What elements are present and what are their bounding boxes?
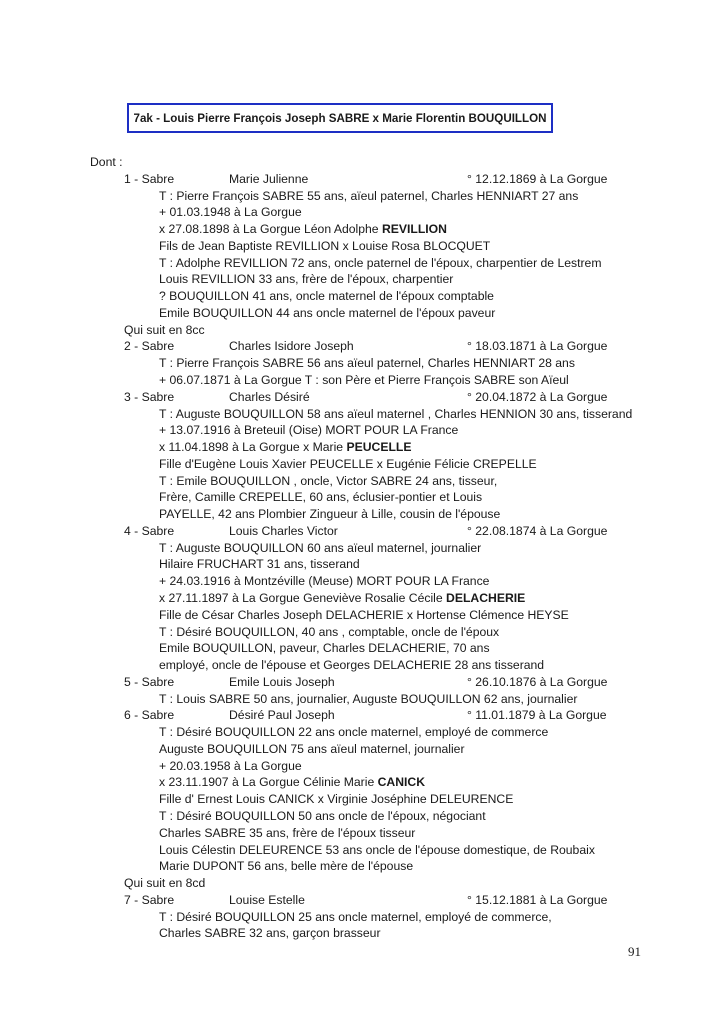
detail-line	[159, 573, 489, 589]
child-birth: ° 15.12.1881 à La Gorgue	[467, 892, 608, 907]
child-given-names: Marie Julienne	[229, 171, 309, 186]
surname-bold: REVILLION	[381, 222, 447, 237]
dont-label-text: Dont :	[90, 155, 123, 169]
detail-line-text: employé, oncle de l'épouse et Georges DELACHERIE 28 ans tisserand	[159, 658, 545, 673]
detail-line	[159, 925, 381, 941]
record-title: 7ak - Louis Pierre François Joseph SABRE x Marie Florentin BOUQUILLON	[127, 103, 553, 133]
detail-line	[159, 439, 411, 455]
follow-reference-text: Qui suit en 8cd	[124, 876, 206, 891]
detail-line	[159, 456, 537, 472]
detail-line	[159, 188, 578, 204]
child-entry	[0, 674, 724, 690]
child-number: 3 - Sabre	[124, 389, 175, 404]
child-entry	[0, 389, 724, 405]
detail-line	[159, 842, 595, 858]
detail-line-text: Louis Célestin DELEURENCE 53 ans oncle de l'épouse domestique, de Roubaix	[159, 842, 595, 857]
detail-line-text: Frère, Camille CREPELLE, 60 ans, éclusier-pontier et Louis	[159, 490, 483, 505]
child-entry	[0, 707, 724, 723]
detail-line	[159, 724, 548, 740]
detail-line-text: + 24.03.1916 à Montzéville (Meuse) MORT POUR LA France	[159, 574, 490, 589]
detail-line	[159, 640, 490, 656]
follow-reference-text: Qui suit en 8cc	[124, 322, 205, 337]
detail-line-text: Fils de Jean Baptiste REVILLION x Louise Rosa BLOCQUET	[159, 238, 491, 253]
detail-line-text: Fille d'Eugène Louis Xavier PEUCELLE x Eugénie Félicie CREPELLE	[159, 456, 537, 471]
child-given-names: Charles Désiré	[229, 389, 310, 404]
detail-line-text: T : Pierre François SABRE 56 ans aïeul paternel, Charles HENNIART 28 ans	[159, 356, 575, 371]
detail-line-text: Louis REVILLION 33 ans, frère de l'époux, charpentier	[159, 272, 454, 287]
child-given-names: Emile Louis Joseph	[229, 674, 335, 689]
child-entry	[0, 338, 724, 354]
detail-line	[159, 774, 425, 790]
detail-line-text: Emile BOUQUILLON, paveur, Charles DELACHERIE, 70 ans	[159, 641, 490, 656]
child-number: 4 - Sabre	[124, 523, 175, 538]
detail-line-text: Fille de César Charles Joseph DELACHERIE x Hortense Clémence HEYSE	[159, 607, 569, 622]
child-birth: ° 20.04.1872 à La Gorgue	[467, 389, 608, 404]
detail-line-text: T : Louis SABRE 50 ans, journalier, Auguste BOUQUILLON 62 ans, journalier	[159, 691, 578, 706]
detail-line-text: ? BOUQUILLON 41 ans, oncle maternel de l'époux comptable	[159, 289, 494, 304]
dont-label	[90, 154, 123, 170]
detail-line-text: Charles SABRE 35 ans, frère de l'époux tisseur	[159, 825, 416, 840]
detail-line	[159, 909, 552, 925]
detail-line-text: T : Adolphe REVILLION 72 ans, oncle paternel de l'époux, charpentier de Lestrem	[159, 255, 602, 270]
detail-line-text: + 06.07.1871 à La Gorgue T : son Père et Pierre François SABRE son Aïeul	[159, 373, 569, 387]
detail-line-text: T : Emile BOUQUILLON , oncle, Victor SABRE 24 ans, tisseur,	[159, 473, 498, 488]
detail-line	[159, 758, 302, 774]
detail-line	[159, 204, 302, 220]
detail-line	[159, 691, 577, 707]
detail-line-text: Hilaire FRUCHART 31 ans, tisserand	[159, 557, 360, 572]
detail-line-text: x 11.04.1898 à La Gorgue x Marie	[159, 440, 347, 455]
detail-line	[159, 271, 453, 287]
detail-line	[159, 355, 575, 371]
detail-line	[159, 255, 601, 271]
detail-line-text: x 23.11.1907 à La Gorgue Célinie Marie	[159, 775, 378, 790]
detail-line	[159, 657, 544, 673]
detail-line-text: + 13.07.1916 à Breteuil (Oise) MORT POUR LA France	[159, 423, 459, 438]
follow-reference	[124, 875, 205, 891]
surname-bold: PEUCELLE	[346, 440, 412, 455]
detail-line	[159, 825, 415, 841]
child-entry	[0, 892, 724, 908]
child-given-names: Louis Charles Victor	[229, 523, 338, 538]
detail-line-text: x 27.08.1898 à La Gorgue Léon Adolphe	[159, 222, 382, 237]
detail-line	[159, 556, 360, 572]
child-given-names: Charles Isidore Joseph	[229, 339, 354, 354]
child-birth: ° 11.01.1879 à La Gorgue	[467, 708, 607, 723]
child-number: 2 - Sabre	[124, 339, 175, 354]
child-number: 5 - Sabre	[124, 674, 175, 689]
surname-bold: CANICK	[377, 775, 426, 790]
detail-line-text: Auguste BOUQUILLON 75 ans aïeul maternel, journalier	[159, 741, 465, 756]
child-number: 1 - Sabre	[124, 171, 175, 186]
detail-line-text: x 27.11.1897 à La Gorgue Geneviève Rosalie Cécile	[159, 591, 447, 606]
detail-line	[159, 590, 525, 606]
child-given-names: Louise Estelle	[229, 892, 305, 907]
detail-line	[159, 540, 481, 556]
detail-line	[159, 422, 458, 438]
detail-line	[159, 506, 500, 522]
detail-line-text: + 01.03.1948 à La Gorgue	[159, 205, 302, 220]
child-entry	[0, 523, 724, 539]
child-birth: ° 26.10.1876 à La Gorgue	[467, 674, 608, 689]
detail-line-text: T : Désiré BOUQUILLON 50 ans oncle de l'époux, négociant	[159, 809, 486, 824]
detail-line-text: PAYELLE, 42 ans Plombier Zingueur à Lille, cousin de l'épouse	[159, 507, 501, 522]
child-birth: ° 18.03.1871 à La Gorgue	[467, 339, 608, 354]
detail-line	[159, 221, 447, 237]
page-number: 91	[628, 944, 641, 959]
follow-reference	[124, 322, 205, 338]
detail-line-text: Emile BOUQUILLON 44 ans oncle maternel de l'époux paveur	[159, 305, 496, 320]
detail-line-text: T : Désiré BOUQUILLON, 40 ans , comptable, oncle de l'époux	[159, 624, 500, 639]
child-birth: ° 12.12.1869 à La Gorgue	[467, 171, 608, 186]
child-entry	[0, 171, 724, 187]
child-number: 6 - Sabre	[124, 708, 175, 723]
child-number: 7 - Sabre	[124, 892, 175, 907]
detail-line	[159, 791, 513, 807]
detail-line-text: T : Auguste BOUQUILLON 58 ans aïeul maternel , Charles HENNION 30 ans, tisserand	[159, 406, 633, 421]
detail-line	[159, 741, 465, 757]
detail-line-text: T : Auguste BOUQUILLON 60 ans aïeul maternel, journalier	[159, 540, 482, 555]
detail-line	[159, 305, 495, 321]
detail-line	[159, 238, 490, 254]
child-given-names: Désiré Paul Joseph	[229, 708, 335, 723]
detail-line	[159, 406, 632, 422]
detail-line-text: Charles SABRE 32 ans, garçon brasseur	[159, 926, 381, 941]
detail-line-text: T : Désiré BOUQUILLON 22 ans oncle maternel, employé de commerce	[159, 725, 549, 740]
detail-line-text: Fille d' Ernest Louis CANICK x Virginie Joséphine DELEURENCE	[159, 792, 514, 807]
surname-bold: DELACHERIE	[446, 591, 526, 606]
detail-line	[159, 489, 482, 505]
detail-line-text: T : Pierre François SABRE 55 ans, aïeul paternel, Charles HENNIART 27 ans	[159, 188, 579, 203]
detail-line	[159, 607, 569, 623]
detail-line-text: + 20.03.1958 à La Gorgue	[159, 758, 302, 773]
detail-line	[159, 808, 486, 824]
detail-line	[159, 473, 497, 489]
detail-line	[159, 858, 413, 874]
child-birth: ° 22.08.1874 à La Gorgue	[467, 523, 608, 538]
detail-line-text: Marie DUPONT 56 ans, belle mère de l'épouse	[159, 859, 414, 874]
detail-line	[159, 288, 494, 304]
detail-line-text: T : Désiré BOUQUILLON 25 ans oncle maternel, employé de commerce,	[159, 909, 552, 924]
detail-line	[159, 624, 499, 640]
detail-line	[159, 372, 569, 388]
